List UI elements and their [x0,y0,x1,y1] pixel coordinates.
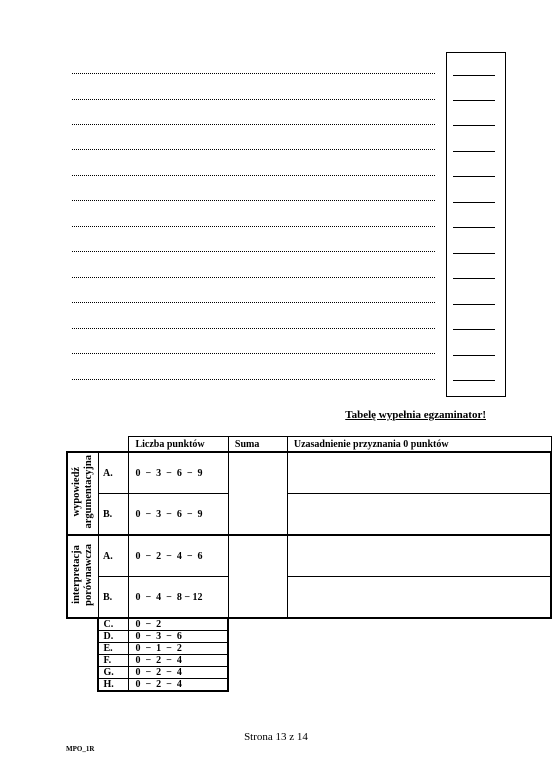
row-letter: G. [98,667,128,679]
answer-line [72,149,435,150]
justification-cell[interactable] [287,535,551,577]
table-row [67,618,551,631]
row-letter: B. [98,577,128,619]
row-letter: A. [98,452,128,494]
table-row [67,577,551,619]
header-points: Liczba punktów [129,437,228,453]
margin-line [453,329,495,330]
margin-line [453,304,495,305]
row-points: 0 − 2 − 4 [129,655,228,667]
margin-line [453,253,495,254]
section-label-comparative: interpretacja porównawcza [67,535,98,618]
table-row [67,494,551,536]
table-row [67,679,551,692]
row-letter: F. [98,655,128,667]
margin-line [453,355,495,356]
margin-line [453,227,495,228]
margin-line [453,202,495,203]
row-points: 0 − 4 − 8 − 12 [129,577,228,619]
margin-line [453,151,495,152]
table-row [67,631,551,643]
row-letter: E. [98,643,128,655]
empty-corner [67,437,129,453]
header-justification: Uzasadnienie przyznania 0 punktów [287,437,551,453]
row-letter: H. [98,679,128,692]
answer-line [72,353,435,354]
row-points: 0 − 2 − 4 [129,667,228,679]
row-points: 0 − 2 − 4 [129,679,228,692]
margin-line [453,380,495,381]
examiner-margin-box [446,52,506,397]
answer-line [72,328,435,329]
answer-line [72,124,435,125]
margin-line [453,176,495,177]
answer-line [72,200,435,201]
row-letter: B. [98,494,128,536]
row-points: 0 − 2 [129,618,228,631]
answer-line [72,226,435,227]
header-sum: Suma [228,437,287,453]
row-points: 0 − 2 − 4 − 6 [129,535,228,577]
margin-line [453,278,495,279]
answer-line [72,277,435,278]
examiner-instruction: Tabelę wypełnia egzaminator! [345,409,486,421]
document-code: MPO_1R [66,745,95,753]
answer-line [72,175,435,176]
justification-cell[interactable] [287,494,551,536]
row-points: 0 − 3 − 6 − 9 [129,452,228,494]
answer-line [72,379,435,380]
row-letter: A. [98,535,128,577]
row-letter: D. [98,631,128,643]
sum-cell[interactable] [228,452,287,535]
table-row [67,655,551,667]
sum-cell[interactable] [228,535,287,618]
row-points: 0 − 3 − 6 [129,631,228,643]
answer-line [72,302,435,303]
answer-line [72,73,435,74]
table-row [67,535,551,577]
justification-cell[interactable] [287,452,551,494]
margin-line [453,125,495,126]
table-row [67,667,551,679]
table-row [67,452,551,494]
row-letter: C. [98,618,128,631]
section-label-argumentative: wypowiedź argumentacyjna [67,452,98,535]
table-row [67,643,551,655]
answer-line [72,99,435,100]
row-points: 0 − 3 − 6 − 9 [129,494,228,536]
row-points: 0 − 1 − 2 [129,643,228,655]
margin-line [453,100,495,101]
margin-line [453,75,495,76]
grading-table [66,436,552,692]
answer-line [72,251,435,252]
justification-cell[interactable] [287,577,551,619]
page-number: Strona 13 z 14 [244,731,308,743]
table-header-row [67,437,551,453]
